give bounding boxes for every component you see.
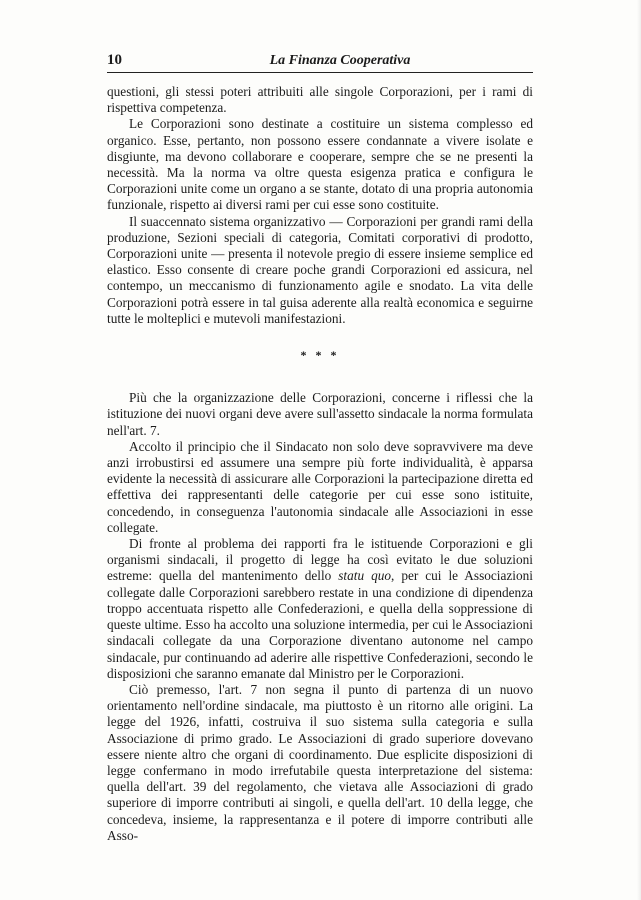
paragraph: Il suaccennato sistema organizzativo — Corporazioni per grandi rami della produzione, Sezioni speciali di categoria, Comitati corporativi di prodotto, Corporazioni unite — presenta il notevole pregio di essere insieme semplice ed elastico. Esso consente di creare poche grandi Corporazioni ed assicura, nel contempo, un meccanismo di funzionamento agile e snodato. La vita delle Corporazioni potrà essere in tal guisa aderente alla realtà economica e seguirne tutte le molteplici e mutevoli manifestazioni. bbox=[107, 213, 533, 326]
running-title: La Finanza Cooperativa bbox=[269, 53, 411, 68]
section-separator: * * * bbox=[300, 348, 340, 363]
paragraph bbox=[107, 536, 533, 682]
page-header bbox=[107, 52, 533, 73]
paragraph-text: Di fronte al problema dei rapporti fra le istituende Corporazioni e gli organismi sindacali, il progetto di legge ha così evitato le due soluzioni estreme: quella del mantenimento dello bbox=[107, 536, 533, 584]
paragraph: Accolto il principio che il Sindacato non solo deve sopravvivere ma deve anzi irrobustirsi ed assumere una sempre più forte individualità, è apparsa evidente la necessità di assicurare alle Corporazioni la partecipazione diretta ed effettiva dei rappresentanti delle categorie per cui esse sono istituite, concedendo, in conseguenza l'autonomia sindacale alle Associazioni in esse collegate. bbox=[107, 438, 533, 535]
page-number: 10 bbox=[107, 52, 122, 68]
scan-edge-shadow bbox=[637, 0, 641, 900]
paragraph-text: , per cui le Associazioni collegate dalle Corporazioni sarebbero restate in una condizione di dipendenza troppo accentuata rispetto alle Confederazioni, e quella della soppressione di queste ultime. Esso ha accolto una soluzione intermedia, per cui le Associazioni sindacali collegate da una Corporazione diventano autonome nel campo sindacale, pur continuando ad aderire alle rispettive Confederazioni, secondo le disposizioni che saranno emanate dal Ministro per le Corporazioni. bbox=[107, 568, 533, 681]
paragraph: Ciò premesso, l'art. 7 non segna il punto di partenza di un nuovo orientamento nell'ordine sindacale, ma piuttosto è un ritorno alle origini. La legge del 1926, infatti, costruiva il suo sistema sulla categoria e sulla Associazione di primo grado. Le Associazioni di grado superiore dovevano essere niente altro che organi di coordinamento. Due esplicite disposizioni di legge confermano in modo irrefutabile questa interpretazione del sistema: quella dell'art. 39 del regolamento, che vietava alle Associazioni di grado superiore di imporre contributi ai singoli, e quella dell'art. 10 della legge, che concedeva, insieme, la rappresentanza e il potere di imporre contributi alle Asso- bbox=[107, 681, 533, 843]
body-text bbox=[107, 84, 533, 844]
paragraph: Le Corporazioni sono destinate a costituire un sistema complesso ed organico. Esse, pertanto, non possono essere condannate a vivere isolate e disgiunte, ma devono collaborare e cooperare, sempre che se ne presenti la necessità. Ma la norma va oltre questa esigenza pratica e configura le Corporazioni unite come un organo a se stante, dotato di una propria autonomia funzionale, rispetto ai diversi rami per cui esse sono costituite. bbox=[107, 116, 533, 213]
italic-phrase: statu quo bbox=[338, 568, 392, 584]
paragraph: Più che la organizzazione delle Corporazioni, concerne i riflessi che la istituzione dei nuovi organi deve avere sull'assetto sindacale la norma formulata nell'art. 7. bbox=[107, 390, 533, 438]
paragraph: questioni, gli stessi poteri attribuiti alle singole Corporazioni, per i rami di rispettiva competenza. bbox=[107, 84, 533, 116]
